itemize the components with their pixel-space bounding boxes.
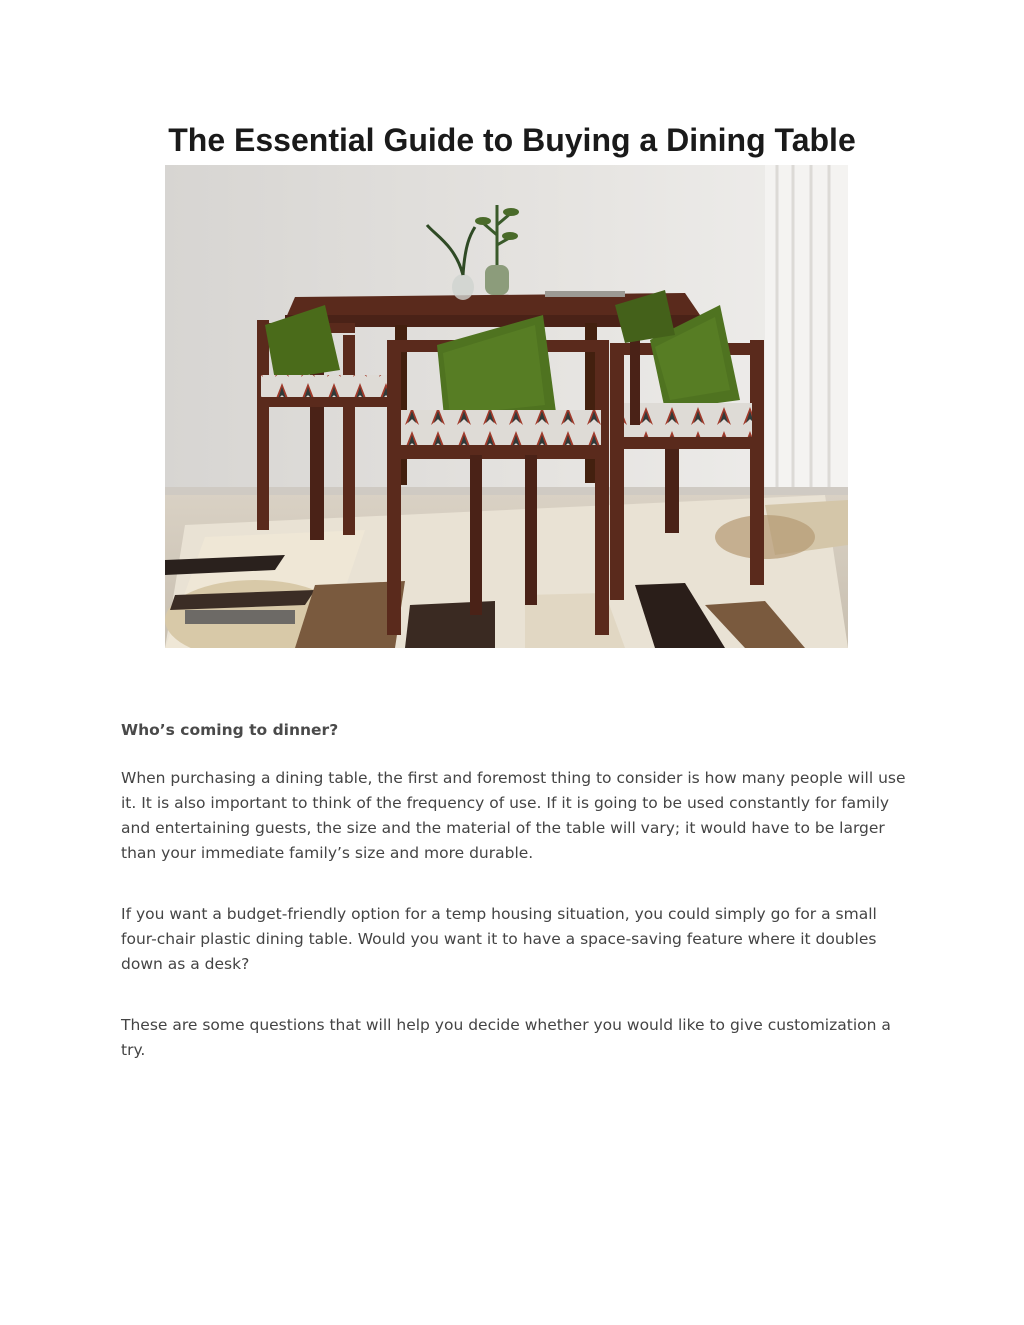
dining-table-photo [165,165,848,648]
paragraph-3: These are some questions that will help you decide whether you would like to give customization a try. [121,1016,891,1059]
front-chair [387,340,401,635]
page-title: The Essential Guide to Buying a Dining Table [168,122,856,158]
section-heading: Who’s coming to dinner? [121,721,339,739]
paragraph-1: When purchasing a dining table, the first and foremost thing to consider is how many people will use it. It is also important to think of the frequency of use. If it is going to be used constantly for family and entertaining guests, the size and the material of the table will vary; it would have to be larger than your immediate family’s size and more durable. [121,769,906,862]
paragraph-2: If you want a budget-friendly option for a temp housing situation, you could simply go for a small four-chair plastic dining table. Would you want it to have a space-saving feature where it doubles down as a desk? [121,905,877,973]
vase [452,274,474,300]
